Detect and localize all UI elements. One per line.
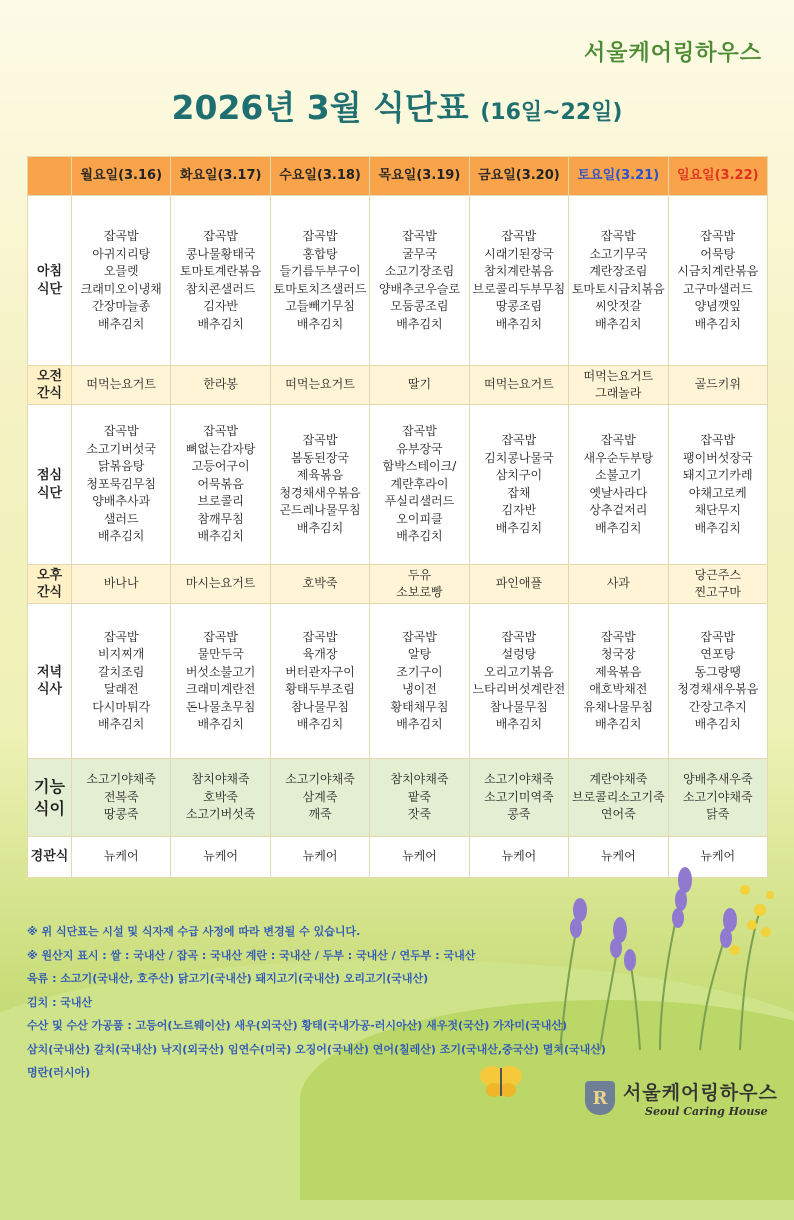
menu-item: 오믈렛 bbox=[103, 264, 139, 278]
row-label-line: 기능 bbox=[34, 776, 65, 796]
menu-cell bbox=[72, 196, 171, 366]
menu-item: 소고기야채죽 bbox=[285, 772, 355, 787]
row-label-line: 식단 bbox=[36, 485, 63, 501]
menu-cell bbox=[469, 196, 568, 366]
menu-item: 함박스테이크/ bbox=[382, 459, 457, 474]
meal-row bbox=[28, 405, 768, 565]
menu-item: 제육볶음 bbox=[296, 468, 344, 482]
menu-item: 잡곡밥 bbox=[501, 433, 537, 447]
menu-cell bbox=[668, 759, 767, 837]
menu-item: 시래기된장국 bbox=[484, 246, 554, 261]
menu-item: 다시마튀각 bbox=[92, 699, 151, 714]
menu-item: 뉴케어 bbox=[103, 849, 139, 864]
menu-item: 김자반 bbox=[501, 503, 537, 517]
menu-item: 잡곡밥 bbox=[103, 629, 139, 644]
menu-cell bbox=[469, 604, 568, 759]
menu-cell bbox=[370, 759, 469, 837]
menu-cell bbox=[370, 366, 469, 405]
menu-item: 굴무국 bbox=[402, 246, 437, 261]
note-line: 삼치(국내산) 갈치(국내산) 낙지(외국산) 임연수(미국) 오징어(국내산) 연어(칠레산) 조기(국내산,중국산) 멸치(국내산) bbox=[27, 1042, 606, 1056]
menu-item: 청경채새우볶음 bbox=[677, 682, 759, 696]
menu-item: 양배추사과 bbox=[92, 494, 151, 509]
snack-row bbox=[28, 366, 768, 405]
menu-cell bbox=[668, 405, 767, 565]
menu-cell bbox=[569, 366, 668, 405]
menu-item: 유부장국 bbox=[396, 441, 443, 456]
menu-cell bbox=[270, 837, 369, 878]
menu-item: 버터관자구이 bbox=[285, 664, 355, 679]
menu-item: 상추겉저리 bbox=[589, 503, 648, 517]
menu-item: 그래놀라 bbox=[595, 386, 642, 400]
menu-item: 참치야채죽 bbox=[390, 772, 449, 787]
menu-item: 물만두국 bbox=[197, 647, 244, 661]
menu-item: 잡곡밥 bbox=[203, 629, 239, 644]
menu-item: 한라봉 bbox=[203, 377, 239, 392]
menu-cell bbox=[171, 604, 270, 759]
note-line: 명란(러시아) bbox=[27, 1066, 91, 1079]
row-label-line: 아침 bbox=[36, 264, 63, 279]
menu-item: 잡곡밥 bbox=[501, 629, 537, 644]
menu-item: 배추김치 bbox=[98, 717, 145, 731]
menu-item: 호박죽 bbox=[302, 576, 338, 591]
menu-cell bbox=[270, 759, 369, 837]
menu-item: 김치콩나물국 bbox=[484, 450, 554, 465]
menu-item: 땅콩조림 bbox=[495, 299, 543, 313]
menu-cell bbox=[569, 565, 668, 604]
menu-item: 팥죽 bbox=[407, 789, 432, 804]
menu-item: 삼치구이 bbox=[495, 468, 543, 482]
menu-item: 어묵탕 bbox=[700, 246, 736, 261]
title-main: 2026년 3월 식단표 bbox=[171, 88, 469, 127]
menu-item: 두유 bbox=[407, 567, 432, 582]
menu-item: 참깨무침 bbox=[197, 511, 244, 526]
menu-item: 참치계란볶음 bbox=[484, 264, 554, 278]
menu-item: 떠먹는요거트 bbox=[86, 377, 156, 392]
row-label-line: 오전 bbox=[36, 368, 63, 384]
note-line: ※ 위 식단표는 시설 및 식자재 수급 사정에 따라 변경될 수 있습니다. bbox=[27, 925, 361, 938]
menu-item: 잡곡밥 bbox=[302, 629, 338, 644]
menu-item: 양배추코우슬로 bbox=[378, 281, 461, 296]
menu-item: 잡곡밥 bbox=[700, 629, 736, 644]
menu-item: 배추김치 bbox=[694, 520, 741, 535]
menu-cell bbox=[171, 405, 270, 565]
header-row bbox=[28, 157, 768, 196]
title-sub: (16일~22일) bbox=[480, 100, 623, 125]
menu-cell bbox=[270, 196, 369, 366]
menu-cell bbox=[569, 405, 668, 565]
menu-body bbox=[28, 196, 768, 878]
menu-item: 콩나물황태국 bbox=[185, 246, 256, 261]
menu-item: 간장마늘종 bbox=[92, 299, 151, 313]
menu-item: 새우순두부탕 bbox=[583, 450, 654, 465]
row-label-line: 점심 bbox=[36, 468, 63, 483]
menu-item: 소보로빵 bbox=[396, 585, 443, 599]
menu-item: 뉴케어 bbox=[600, 849, 636, 864]
menu-item: 참나물무침 bbox=[291, 699, 350, 714]
menu-item: 잡곡밥 bbox=[402, 229, 437, 243]
note-line: 김치 : 국내산 bbox=[27, 995, 93, 1009]
menu-item: 옛날사라다 bbox=[589, 485, 648, 500]
menu-item: 사과 bbox=[606, 576, 630, 591]
menu-item: 배추김치 bbox=[694, 717, 741, 731]
menu-item: 잡곡밥 bbox=[203, 229, 239, 243]
menu-cell bbox=[469, 405, 568, 565]
menu-item: 배추김치 bbox=[296, 520, 344, 535]
note-line: 육류 : 소고기(국내산, 호주산) 닭고기(국내산) 돼지고기(국내산) 오리고기(국내산) bbox=[27, 972, 429, 985]
menu-item: 호박죽 bbox=[203, 789, 239, 804]
menu-cell bbox=[171, 366, 270, 405]
menu-item: 뉴케어 bbox=[203, 849, 239, 864]
menu-item: 배추김치 bbox=[396, 316, 443, 331]
row-label bbox=[28, 604, 72, 759]
note-line: 수산 및 수산 가공품 : 고등어(노르웨이산) 새우(외국산) 황태(국내가공-러시아산) 새우젓(국산) 가자미(국내산) bbox=[27, 1019, 567, 1032]
menu-cell bbox=[668, 565, 767, 604]
menu-cell bbox=[370, 565, 469, 604]
menu-item: 소고기야채죽 bbox=[682, 789, 753, 804]
menu-item: 황태두부조림 bbox=[285, 682, 355, 696]
menu-cell bbox=[171, 759, 270, 837]
menu-item: 애호박채전 bbox=[589, 682, 648, 696]
menu-cell bbox=[469, 565, 568, 604]
menu-item: 잡곡밥 bbox=[700, 229, 736, 243]
menu-item: 야채고로케 bbox=[688, 485, 747, 500]
logo-name-english: Seoul Caring House bbox=[645, 1105, 768, 1118]
logo-name-korean: 서울케어링하우스 bbox=[623, 1082, 778, 1104]
menu-item: 채단무지 bbox=[694, 503, 741, 517]
menu-item: 토마토치즈샐러드 bbox=[273, 281, 367, 296]
butterfly-illustration bbox=[478, 1060, 524, 1100]
snack-row bbox=[28, 565, 768, 604]
menu-cell bbox=[370, 405, 469, 565]
menu-item: 소불고기 bbox=[595, 468, 642, 482]
menu-item: 배추김치 bbox=[98, 316, 145, 331]
meal-row bbox=[28, 604, 768, 759]
menu-item: 잡곡밥 bbox=[103, 229, 139, 243]
menu-item: 잡곡밥 bbox=[402, 424, 437, 439]
menu-item: 배추김치 bbox=[595, 520, 642, 535]
menu-item: 배추김치 bbox=[495, 520, 543, 535]
menu-item: 버섯소불고기 bbox=[185, 664, 256, 679]
row-label-line: 식이 bbox=[34, 798, 65, 818]
menu-cell bbox=[370, 837, 469, 878]
menu-item: 고등어구이 bbox=[191, 459, 250, 474]
menu-cell bbox=[72, 565, 171, 604]
menu-cell bbox=[569, 759, 668, 837]
menu-item: 돈나물초무침 bbox=[185, 699, 256, 714]
note-line: ※ 원산지 표시 : 쌀 : 국내산 / 잡곡 : 국내산 계란 : 국내산 / 두부 : 국내산 / 연두부 : 국내산 bbox=[27, 948, 476, 962]
menu-item: 잡채 bbox=[507, 485, 531, 500]
row-label-line: 오후 bbox=[36, 567, 63, 583]
menu-cell bbox=[171, 565, 270, 604]
menu-item: 잡곡밥 bbox=[700, 433, 736, 447]
menu-item: 청국장 bbox=[600, 647, 636, 661]
logo-emblem: R bbox=[585, 1081, 615, 1115]
menu-cell bbox=[370, 196, 469, 366]
menu-item: 씨앗젓갈 bbox=[595, 299, 642, 313]
menu-item: 느타리버섯계란전 bbox=[472, 682, 566, 696]
day-header: 목요일(3.19) bbox=[370, 157, 469, 196]
menu-item: 오이피클 bbox=[396, 511, 443, 526]
day-header-sunday: 일요일(3.22) bbox=[668, 157, 767, 196]
menu-item: 뉴케어 bbox=[302, 849, 338, 864]
header-corner bbox=[28, 157, 72, 196]
menu-table bbox=[27, 156, 768, 878]
menu-item: 잡곡밥 bbox=[302, 229, 338, 243]
menu-item: 유채나물무침 bbox=[583, 699, 654, 714]
menu-item: 참치콘샐러드 bbox=[185, 281, 256, 296]
menu-item: 소고기버섯죽 bbox=[185, 807, 256, 822]
menu-cell bbox=[72, 405, 171, 565]
menu-item: 잡곡밥 bbox=[501, 229, 537, 243]
menu-item: 간장고추지 bbox=[688, 699, 747, 714]
menu-item: 어묵볶음 bbox=[197, 476, 244, 491]
menu-item: 냉이전 bbox=[402, 682, 437, 696]
menu-item: 마시는요거트 bbox=[185, 576, 256, 591]
menu-item: 잣죽 bbox=[407, 807, 432, 822]
menu-item: 소고기버섯국 bbox=[86, 441, 156, 456]
menu-item: 소고기무국 bbox=[589, 246, 648, 261]
menu-item: 오리고기볶음 bbox=[484, 664, 554, 679]
row-label-line: 식단 bbox=[36, 281, 63, 297]
row-label-line: 저녁 bbox=[36, 664, 63, 680]
menu-item: 잡곡밥 bbox=[203, 424, 239, 439]
menu-cell bbox=[668, 366, 767, 405]
menu-item: 배추김치 bbox=[197, 717, 244, 731]
menu-cell bbox=[370, 604, 469, 759]
menu-item: 닭죽 bbox=[706, 807, 730, 822]
day-header: 수요일(3.18) bbox=[270, 157, 369, 196]
menu-item: 홍합탕 bbox=[302, 246, 338, 261]
page-title bbox=[0, 82, 794, 129]
lavender-flowers-illustration bbox=[520, 850, 780, 1060]
menu-item: 토마토계란볶음 bbox=[180, 264, 262, 278]
menu-item: 계란야채죽 bbox=[589, 772, 648, 787]
menu-item: 알탕 bbox=[407, 647, 432, 661]
menu-item: 바나나 bbox=[103, 576, 139, 591]
menu-item: 전복죽 bbox=[103, 789, 139, 804]
menu-item: 설렁탕 bbox=[501, 647, 537, 661]
menu-item: 딸기 bbox=[407, 377, 432, 392]
menu-item: 배추김치 bbox=[495, 717, 543, 731]
menu-cell bbox=[72, 604, 171, 759]
menu-item: 청경채새우볶음 bbox=[279, 485, 361, 500]
menu-item: 배추김치 bbox=[396, 717, 443, 731]
menu-item: 떠먹는요거트 bbox=[285, 377, 355, 392]
menu-item: 들기름두부구이 bbox=[279, 264, 361, 278]
row-label-line: 간식 bbox=[36, 585, 63, 600]
menu-item: 배추김치 bbox=[495, 316, 543, 331]
menu-item: 청포묵김무침 bbox=[86, 476, 156, 491]
day-header: 화요일(3.17) bbox=[171, 157, 270, 196]
menu-cell bbox=[668, 604, 767, 759]
row-label bbox=[28, 565, 72, 604]
menu-item: 브로콜리소고기죽 bbox=[571, 789, 665, 804]
menu-item: 크래미오이냉채 bbox=[80, 281, 162, 296]
menu-item: 땅콩죽 bbox=[103, 807, 139, 822]
menu-item: 푸실리샐러드 bbox=[384, 494, 455, 509]
menu-item: 연어죽 bbox=[600, 807, 636, 822]
menu-item: 콩죽 bbox=[507, 807, 531, 822]
menu-cell bbox=[72, 837, 171, 878]
menu-item: 참나물무침 bbox=[489, 699, 548, 714]
menu-item: 닭볶음탕 bbox=[98, 459, 145, 474]
menu-item: 육개장 bbox=[302, 647, 338, 661]
menu-item: 아귀지리탕 bbox=[92, 246, 151, 261]
menu-cell bbox=[569, 604, 668, 759]
menu-cell bbox=[171, 196, 270, 366]
menu-item: 고들빼기무침 bbox=[285, 299, 355, 313]
menu-item: 찐고구마 bbox=[694, 585, 741, 599]
menu-item: 잡곡밥 bbox=[600, 433, 636, 447]
menu-cell bbox=[469, 759, 568, 837]
menu-item: 토마토시금치볶음 bbox=[571, 281, 665, 296]
row-label bbox=[28, 366, 72, 405]
menu-item: 뉴케어 bbox=[501, 849, 537, 864]
menu-item: 떠먹는요거트 bbox=[583, 368, 654, 383]
brand-name: 서울케어링하우스 bbox=[583, 41, 762, 66]
menu-item: 조기구이 bbox=[396, 664, 443, 679]
menu-item: 배추김치 bbox=[595, 316, 642, 331]
menu-item: 소고기야채죽 bbox=[86, 772, 156, 787]
menu-item: 배추김치 bbox=[595, 717, 642, 731]
menu-item: 브로콜리두부무침 bbox=[472, 281, 566, 296]
menu-item: 비지찌개 bbox=[98, 647, 145, 661]
menu-item: 삼계죽 bbox=[302, 789, 338, 804]
menu-item: 잡곡밥 bbox=[600, 229, 636, 243]
row-label bbox=[28, 196, 72, 366]
day-header-saturday: 토요일(3.21) bbox=[569, 157, 668, 196]
menu-cell bbox=[72, 366, 171, 405]
menu-cell bbox=[569, 196, 668, 366]
menu-item: 잡곡밥 bbox=[600, 629, 636, 644]
menu-item: 제육볶음 bbox=[595, 664, 642, 679]
menu-item: 봄동된장국 bbox=[291, 450, 350, 465]
menu-cell bbox=[469, 366, 568, 405]
menu-item: 뉴케어 bbox=[402, 849, 437, 864]
row-label-line: 간식 bbox=[36, 386, 63, 401]
menu-item: 참치야채죽 bbox=[191, 772, 250, 787]
menu-item: 당근주스 bbox=[694, 567, 741, 582]
menu-item: 곤드레나물무침 bbox=[279, 503, 361, 517]
menu-item: 양배추새우죽 bbox=[682, 772, 753, 787]
menu-cell bbox=[270, 366, 369, 405]
menu-item: 황태채무침 bbox=[390, 699, 449, 714]
menu-cell bbox=[72, 759, 171, 837]
menu-item: 팽이버섯장국 bbox=[682, 450, 753, 465]
menu-item: 브로콜리 bbox=[197, 494, 244, 509]
row-label-line: 식사 bbox=[36, 682, 63, 697]
menu-item: 뼈없는감자탕 bbox=[185, 441, 256, 456]
menu-item: 배추김치 bbox=[296, 717, 344, 731]
row-label bbox=[28, 405, 72, 565]
menu-cell bbox=[270, 604, 369, 759]
menu-item: 계란후라이 bbox=[390, 476, 449, 491]
menu-item: 잡곡밥 bbox=[103, 424, 139, 439]
menu-item: 배추김치 bbox=[296, 316, 344, 331]
menu-item: 소고기장조림 bbox=[384, 264, 455, 278]
menu-item: 고구마샐러드 bbox=[682, 281, 753, 296]
menu-item: 크래미계란전 bbox=[185, 682, 256, 696]
menu-item: 뉴케어 bbox=[700, 849, 736, 864]
menu-item: 모둠콩조림 bbox=[390, 299, 449, 313]
menu-item: 깨죽 bbox=[308, 807, 332, 822]
menu-item: 배추김치 bbox=[197, 529, 244, 544]
menu-item: 배추김치 bbox=[197, 316, 244, 331]
menu-cell bbox=[171, 837, 270, 878]
row-label bbox=[28, 759, 72, 837]
menu-item: 배추김치 bbox=[694, 316, 741, 331]
day-header: 금요일(3.20) bbox=[469, 157, 568, 196]
menu-item: 잡곡밥 bbox=[302, 433, 338, 447]
menu-item: 김자반 bbox=[203, 299, 239, 313]
menu-item: 파인애플 bbox=[495, 576, 543, 591]
menu-cell bbox=[270, 565, 369, 604]
menu-item: 연포탕 bbox=[700, 647, 736, 661]
menu-item: 계란장조림 bbox=[589, 264, 648, 278]
row-label bbox=[28, 837, 72, 878]
menu-item: 동그랑땡 bbox=[694, 664, 741, 679]
func-row bbox=[28, 759, 768, 837]
menu-item: 시금치계란볶음 bbox=[677, 264, 759, 278]
day-header: 월요일(3.16) bbox=[72, 157, 171, 196]
menu-item: 골드키위 bbox=[694, 377, 741, 392]
menu-item: 갈치조림 bbox=[98, 664, 145, 679]
row-label-line: 경관식 bbox=[30, 849, 69, 865]
footer-logo bbox=[585, 1078, 778, 1118]
menu-item: 소고기미역죽 bbox=[484, 789, 554, 804]
menu-item: 소고기야채죽 bbox=[484, 772, 554, 787]
menu-item: 양념깻잎 bbox=[694, 299, 741, 313]
menu-item: 떠먹는요거트 bbox=[484, 377, 554, 392]
meal-row bbox=[28, 196, 768, 366]
menu-cell bbox=[668, 196, 767, 366]
menu-item: 돼지고기카레 bbox=[682, 468, 753, 482]
menu-item: 배추김치 bbox=[98, 529, 145, 544]
menu-cell bbox=[270, 405, 369, 565]
menu-item: 잡곡밥 bbox=[402, 629, 437, 644]
menu-item: 배추김치 bbox=[396, 529, 443, 544]
menu-item: 샐러드 bbox=[103, 511, 139, 526]
menu-item: 달래전 bbox=[103, 682, 139, 696]
